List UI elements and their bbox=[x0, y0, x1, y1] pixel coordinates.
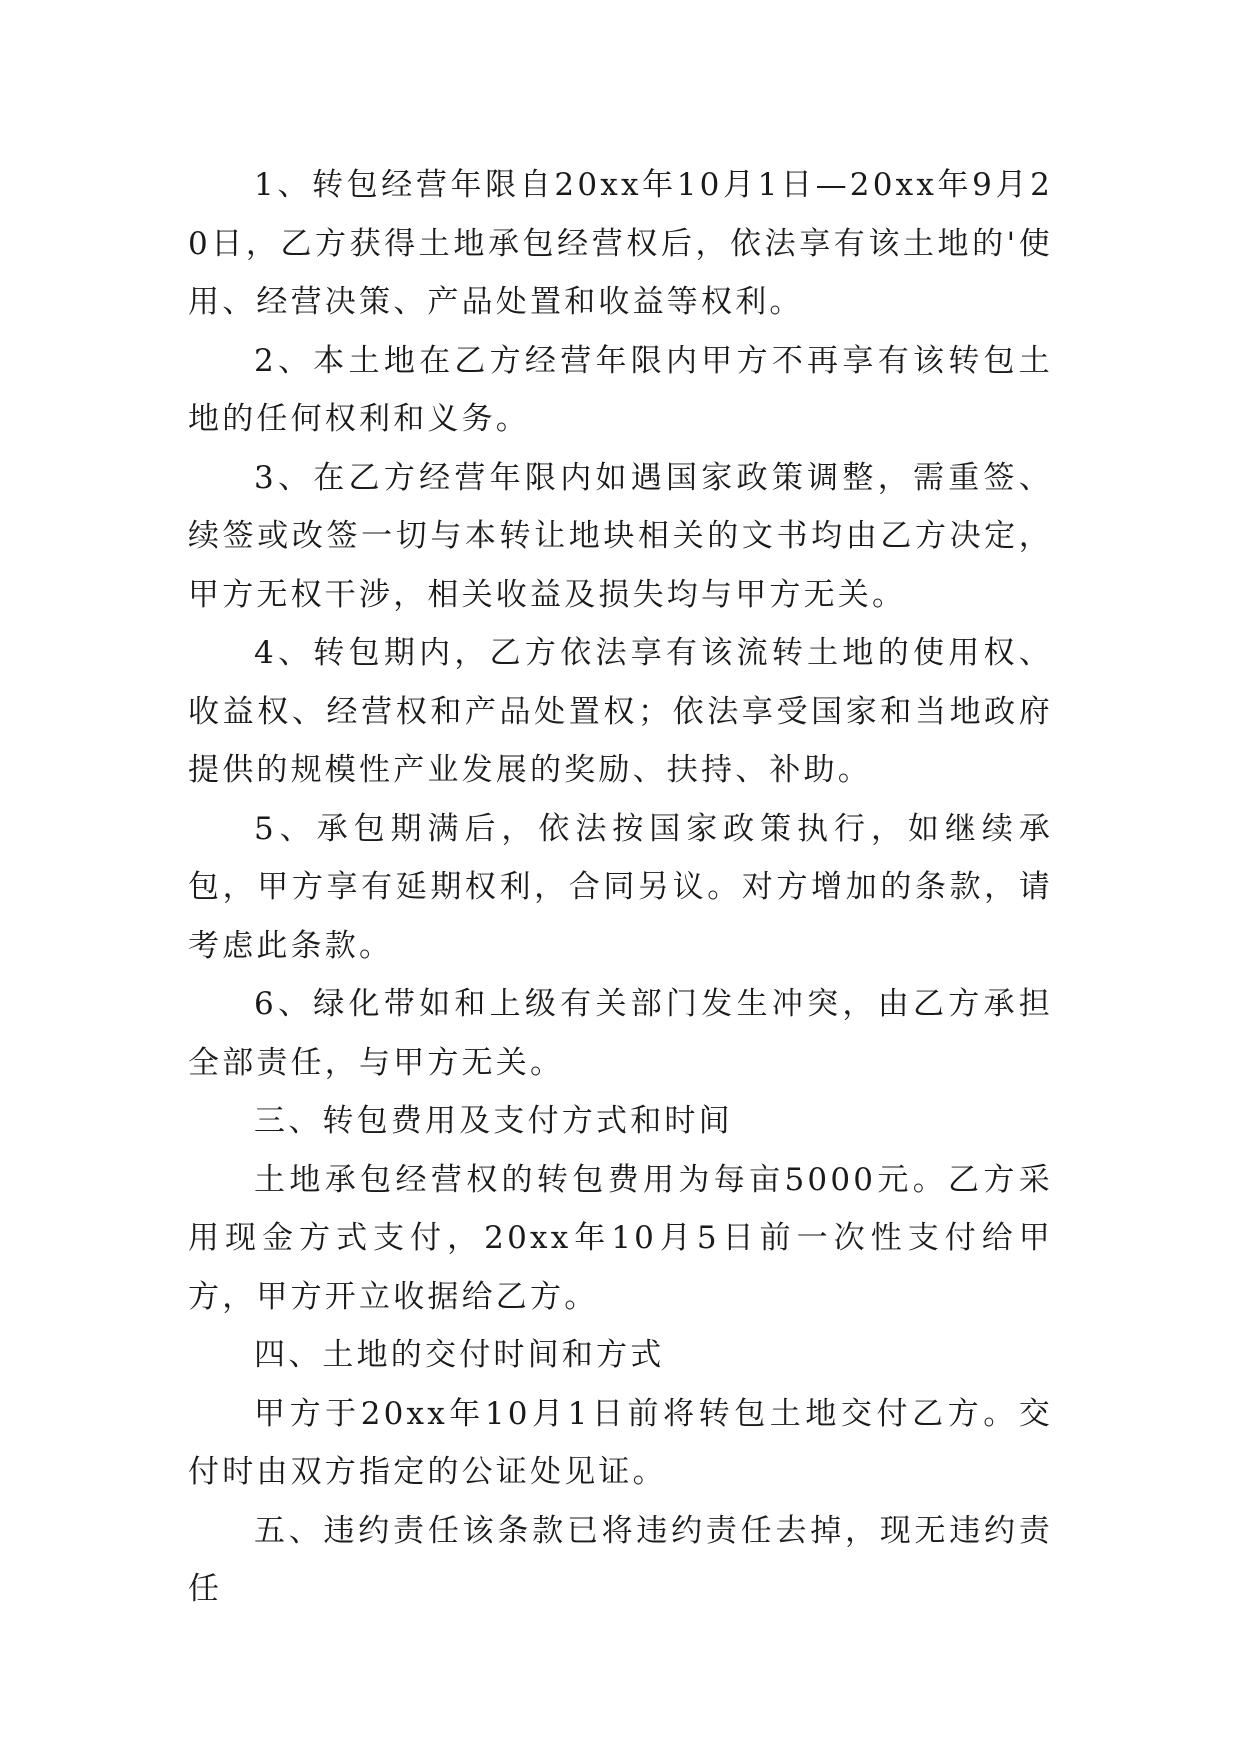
clause-4-paragraph: 4、转包期内，乙方依法享有该流转土地的使用权、收益权、经营权和产品处置权；依法享受国家和当地政府提供的规模性产业发展的奖励、扶持、补助。 bbox=[188, 635, 1053, 788]
clause-6-paragraph: 6、绿化带如和上级有关部门发生冲突，由乙方承担全部责任，与甲方无关。 bbox=[188, 986, 1053, 1081]
section-3-heading: 三、转包费用及支付方式和时间 bbox=[254, 1103, 733, 1139]
clause-2-paragraph: 2、本土地在乙方经营年限内甲方不再享有该转包土地的任何权利和义务。 bbox=[188, 342, 1053, 437]
section-5-heading: 五、违约责任该条款已将违约责任去掉，现无违约责任 bbox=[188, 1512, 1053, 1607]
document-body bbox=[188, 156, 1053, 1619]
clause-1-paragraph: 1、转包经营年限自20xx年10月1日—20xx年9月20日，乙方获得土地承包经营权后，依法享有该土地的'使用、经营决策、产品处置和收益等权利。 bbox=[188, 167, 1053, 320]
clause-5-paragraph: 5、承包期满后，依法按国家政策执行，如继续承包，甲方享有延期权利，合同另议。对方增加的条款，请考虑此条款。 bbox=[188, 810, 1053, 964]
section-3-body: 土地承包经营权的转包费用为每亩5000元。乙方采用现金方式支付，20xx年10月5日前一次性支付给甲方，甲方开立收据给乙方。 bbox=[188, 1161, 1053, 1315]
section-4-body: 甲方于20xx年10月1日前将转包土地交付乙方。交付时由双方指定的公证处见证。 bbox=[188, 1395, 1053, 1490]
clause-3-paragraph: 3、在乙方经营年限内如遇国家政策调整，需重签、续签或改签一切与本转让地块相关的文书均由乙方决定，甲方无权干涉，相关收益及损失均与甲方无关。 bbox=[188, 459, 1053, 613]
section-4-heading: 四、土地的交付时间和方式 bbox=[254, 1337, 665, 1373]
